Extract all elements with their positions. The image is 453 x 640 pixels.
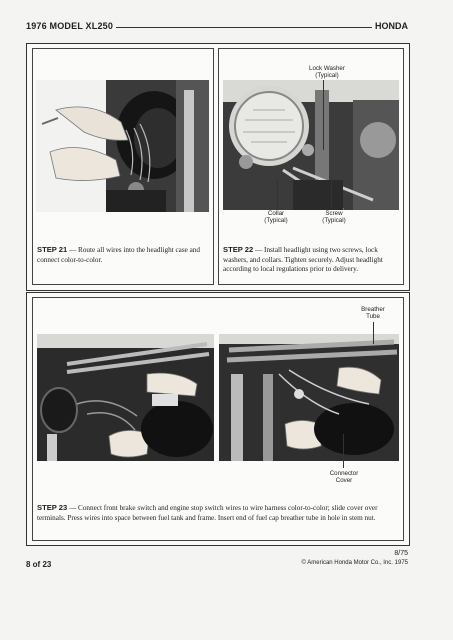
step23-label: STEP 23	[37, 503, 68, 512]
step23-text: — Connect front brake switch and engine stop switch wires to wire harness color-to-color; slide cover over terminals. Press wires into space between fuel tank and frame. Insert end of fuel cap breather tube in hole in stem nut.	[37, 504, 378, 522]
step22-caption	[223, 245, 399, 275]
screw-leader	[331, 177, 332, 209]
step22-photo	[223, 80, 399, 210]
step23-photo-left	[37, 334, 214, 461]
step21-caption	[37, 245, 209, 265]
brand-name: HONDA	[372, 21, 408, 31]
lock-washer-leader	[323, 80, 324, 150]
revision-date: 8/75	[394, 550, 408, 557]
collar-leader	[277, 179, 278, 209]
breather-callout: Breather Tube	[361, 306, 385, 320]
step22-panel	[218, 48, 404, 285]
step23-panel	[32, 297, 404, 541]
page-number: 8 of 23	[26, 560, 52, 569]
lock-washer-callout: Lock Washer (Typical)	[309, 65, 345, 79]
step21-photo	[36, 80, 209, 212]
page-header	[26, 21, 408, 35]
connector-callout: Connector Cover	[329, 470, 359, 484]
model-title: 1976 MODEL XL250	[26, 21, 116, 31]
step21-label: STEP 21	[37, 245, 68, 254]
copyright-notice: © American Honda Motor Co., Inc. 1975	[301, 560, 408, 566]
step21-panel	[32, 48, 214, 285]
step21-text: — Route all wires into the headlight case and connect color-to-color.	[37, 246, 200, 264]
collar-callout: Collar (Typical)	[264, 210, 288, 224]
step23-caption	[37, 503, 399, 523]
step22-label: STEP 22	[223, 245, 254, 254]
step22-text: — Install headlight using two screws, lock washers, and collars. Tighten securely. Adjust headlight according to local regulations prior to delivery.	[223, 246, 383, 273]
screw-callout: Screw (Typical)	[322, 210, 346, 224]
breather-leader	[373, 322, 374, 344]
step23-photo-right	[219, 334, 399, 461]
connector-leader	[343, 434, 344, 468]
